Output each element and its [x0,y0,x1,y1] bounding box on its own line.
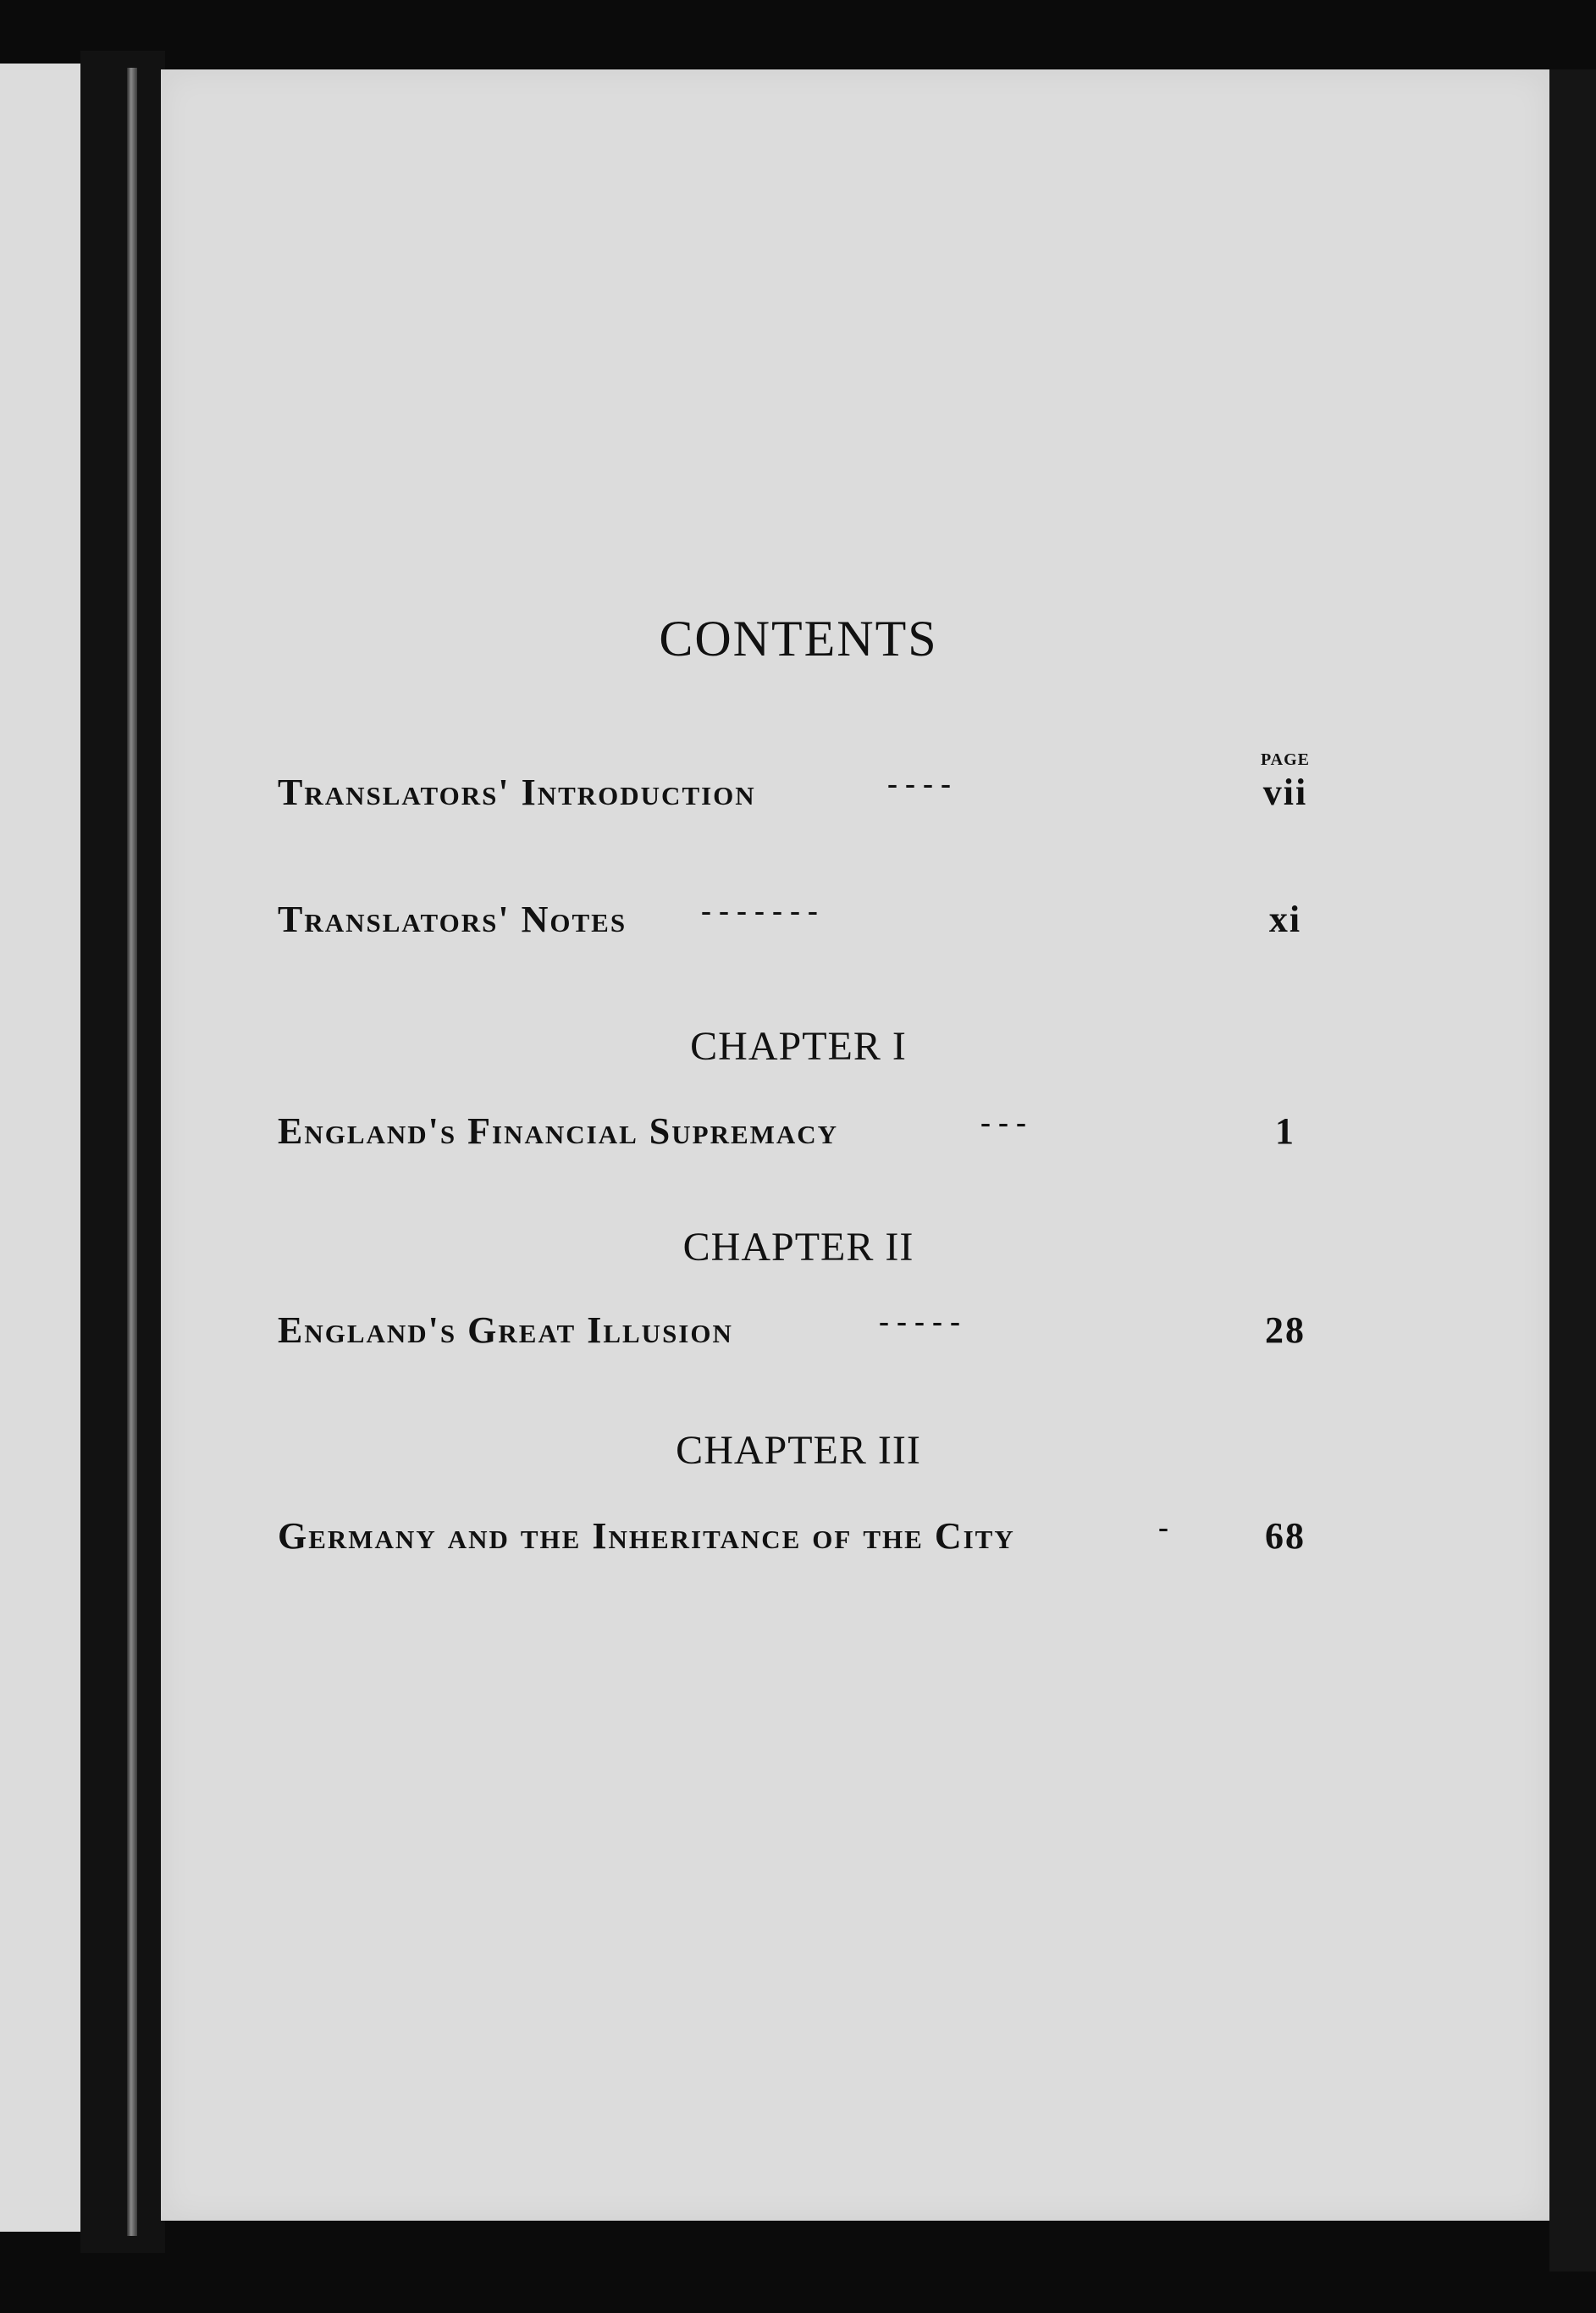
toc-entry-label: Translators' Notes [278,899,627,940]
toc-entry-leader: - [1158,1510,1168,1544]
toc-entry-page: xi [1268,899,1302,940]
toc-entry[interactable] [278,766,1319,822]
toc-entry[interactable] [278,894,1319,949]
toc-entry-page: vii [1262,772,1308,813]
toc-entry-leader: - - - - - [879,1304,960,1338]
toc-entry-leader: - - - - - - - [701,894,818,927]
spine-line [127,68,137,2236]
previous-page-edge [0,64,80,2232]
toc-entry-page: 28 [1265,1309,1306,1351]
toc-entry-page: 68 [1265,1515,1306,1557]
toc-entry-label: Translators' Introduction [278,772,756,813]
page-column-label: PAGE [1260,750,1311,769]
right-border [1549,69,1596,2271]
toc-entry-label: Germany and the Inheritance of the City [278,1515,1015,1557]
chapter-heading: CHAPTER I [690,1024,907,1069]
toc-entry[interactable] [278,1105,1319,1160]
page-title: CONTENTS [659,611,938,667]
toc-entry-page: 1 [1275,1110,1295,1152]
chapter-heading: CHAPTER III [676,1428,921,1473]
toc-entry[interactable] [278,1304,1319,1359]
toc-entry-label: England's Financial Supremacy [278,1110,839,1152]
toc-entry-label: England's Great Illusion [278,1309,733,1351]
toc-entry-leader: - - - - [887,766,951,800]
book-gutter [80,51,165,2253]
toc-entry[interactable] [278,1510,1319,1565]
toc-entry-leader: - - - [980,1105,1026,1139]
chapter-heading: CHAPTER II [682,1225,914,1270]
